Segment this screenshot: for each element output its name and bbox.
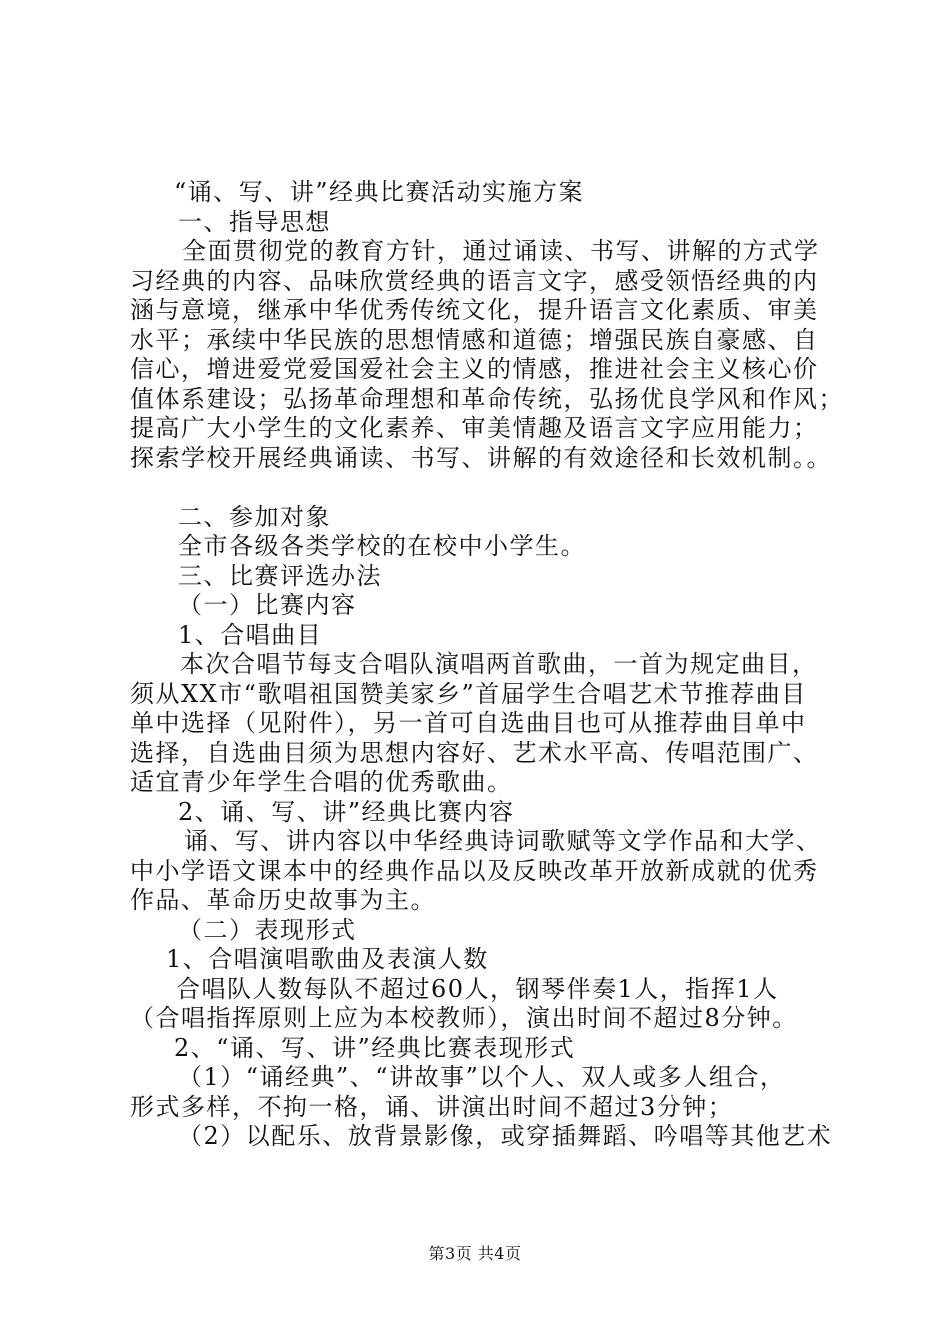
paragraph-line: 适宜青少年学生合唱的优秀歌曲。 [130,768,513,796]
paragraph-line: 合唱队人数每队不超过60人，钢琴伴奏1人，指挥1人 [176,974,779,1003]
section-heading: 三、比赛评选办法 [178,561,382,590]
section-heading: 二、参加对象 [178,502,331,531]
subsection-heading: （二）表现形式 [178,915,357,944]
paragraph-line: （1）“诵经典”、“讲故事”以个人、双人或多人组合， [178,1063,786,1091]
paragraph-line: （合唱指挥原则上应为本校教师），演出时间不超过8分钟。 [130,1004,798,1032]
blank-line [130,473,850,503]
paragraph-line: 形式多样，不拘一格，诵、讲演出时间不超过3分钟； [130,1092,734,1121]
paragraph-line: 作品、革命历史故事为主。 [130,886,436,914]
paragraph-line: 信心，增进爱党爱国爱社会主义的情感，推进社会主义核心价 [130,355,819,383]
item-heading: 1、合唱曲目 [178,620,323,649]
section-heading: 一、指导思想 [178,207,331,236]
paragraph-line: 涵与意境，继承中华优秀传统文化，提升语言文化素质、审美 [130,296,819,324]
paragraph-line: 水平；承续中华民族的思想情感和道德；增强民族自豪感、自 [130,325,819,354]
item-heading: 2、诵、写、讲”经典比赛内容 [178,797,515,826]
item-heading: 2、“诵、写、讲”经典比赛表现形式 [174,1033,576,1062]
paragraph-line: 单中选择（见附件），另一首可自选曲目也可从推荐曲目单中 [130,709,807,737]
paragraph-line: 本次合唱节每支合唱队演唱两首歌曲，一首为规定曲目， [180,650,818,678]
paragraph-line: 值体系建设；弘扬革命理想和革命传统，弘扬优良学风和作风； [130,384,844,413]
paragraph-line: （2）以配乐、放背景影像，或穿插舞蹈、吟唱等其他艺术 [178,1122,833,1150]
paragraph-line: 中小学语文课本中的经典作品以及反映改革开放新成就的优秀 [130,856,819,885]
page-number-footer: 第3页 共4页 [428,1244,522,1263]
document-body [130,178,850,1152]
paragraph-line: 习经典的内容、品味欣赏经典的语言文字，感受领悟经典的内 [130,266,819,295]
paragraph-line: 须从XX市“歌唱祖国赞美家乡”首届学生合唱艺术节推荐曲目 [130,679,807,708]
paragraph-line: 全面贯彻党的教育方针，通过诵读、书写、讲解的方式学 [182,237,820,265]
item-heading: 1、合唱演唱歌曲及表演人数 [166,945,489,973]
paragraph-line: 选择，自选曲目须为思想内容好、艺术水平高、传唱范围广、 [130,738,819,767]
document-title: “诵、写、讲”经典比赛活动实施方案 [174,178,585,206]
subsection-heading: （一）比赛内容 [178,591,357,619]
paragraph-line: 全市各级各类学校的在校中小学生。 [178,532,586,560]
paragraph-line: 诵、写、讲内容以中华经典诗词歌赋等文学作品和大学、 [184,827,822,855]
paragraph-line: 探索学校开展经典诵读、书写、讲解的有效途径和长效机制。。 [130,443,832,472]
paragraph-line: 提高广大小学生的文化素养、审美情趣及语言文字应用能力； [130,414,819,442]
